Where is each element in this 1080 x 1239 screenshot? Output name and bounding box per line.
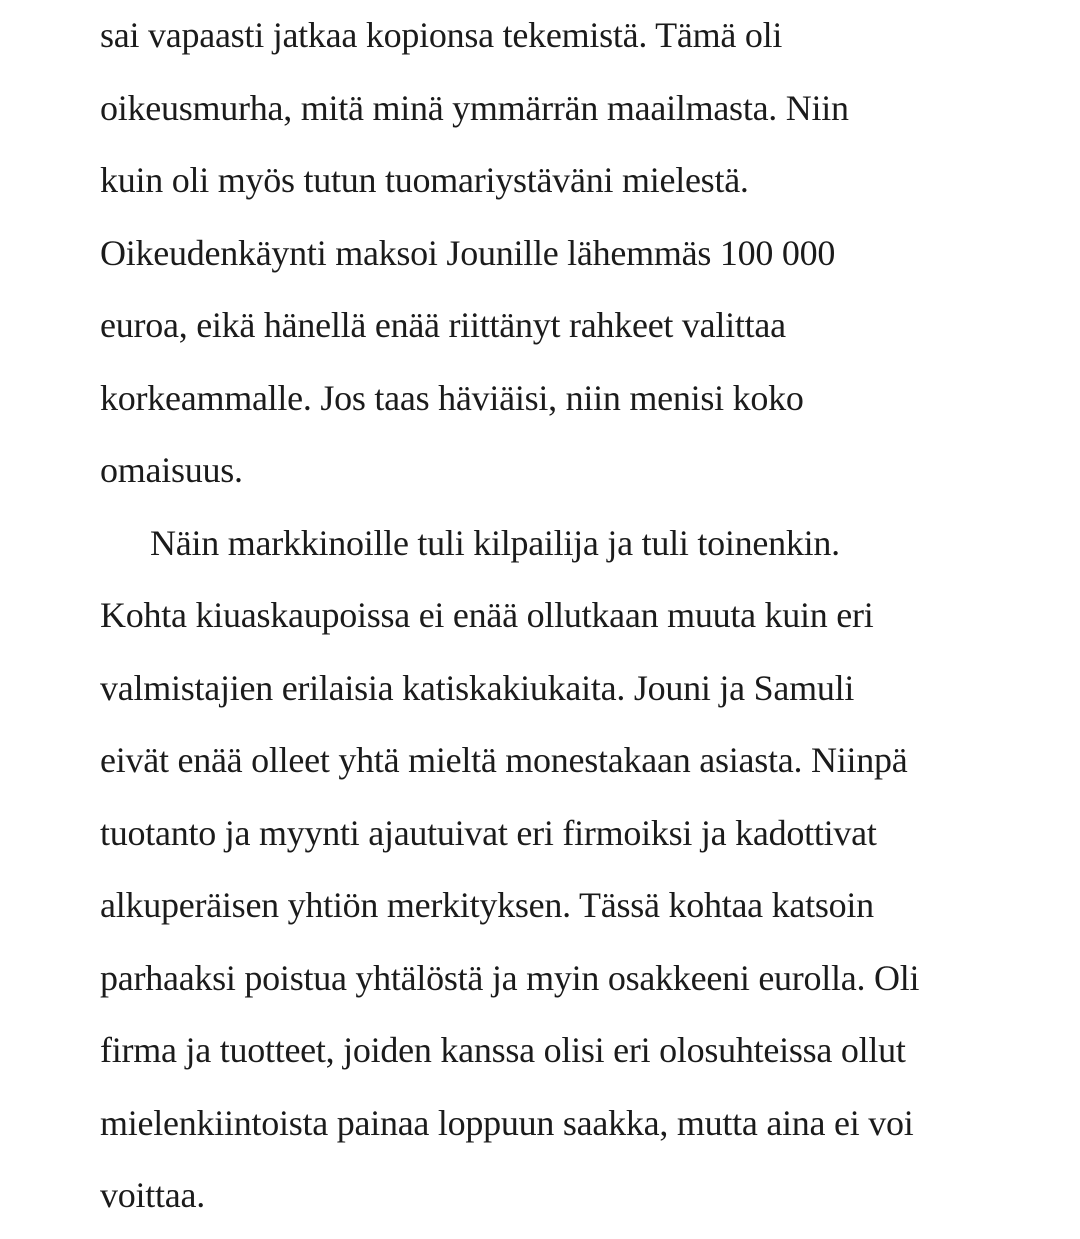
text-line: tuotanto ja myynti ajautuivat eri firmoiksi ja kadottivat — [100, 812, 877, 853]
text-line: Kohta kiuaskaupoissa ei enää ollutkaan muuta kuin eri — [100, 595, 874, 635]
text-line: kuin oli myös tutun tuomariystäväni mielestä. — [100, 160, 749, 200]
text-line: voittaa. — [100, 1175, 205, 1215]
text-line: Näin markkinoille tuli kilpailija ja tuli toinenkin. — [150, 522, 840, 563]
text-line: euroa, eikä hänellä enää riittänyt rahkeet valittaa — [100, 305, 786, 345]
text-line: parhaaksi poistua yhtälöstä ja myin osakkeeni eurolla. Oli — [100, 957, 920, 998]
text-line: oikeusmurha, mitä minä ymmärrän maailmasta. Niin — [100, 87, 849, 128]
text-line: firma ja tuotteet, joiden kanssa olisi eri olosuhteissa ollut — [100, 1030, 906, 1070]
text-line: korkeammalle. Jos taas häviäisi, niin menisi koko — [100, 377, 804, 418]
paragraph-2 — [100, 507, 1060, 1232]
body-text — [100, 0, 1060, 1232]
paragraph-1 — [100, 0, 1060, 507]
text-line: alkuperäisen yhtiön merkityksen. Tässä kohtaa katsoin — [100, 885, 874, 925]
text-line: sai vapaasti jatkaa kopionsa tekemistä. Tämä oli — [100, 15, 783, 55]
text-line: eivät enää olleet yhtä mieltä monestakaan asiasta. Niinpä — [100, 740, 908, 780]
text-line: valmistajien erilaisia katiskakiukaita. Jouni ja Samuli — [100, 667, 855, 708]
text-line: omaisuus. — [100, 450, 243, 490]
text-line: Oikeudenkäynti maksoi Jounille lähemmäs 100 000 — [100, 232, 836, 273]
text-line: mielenkiintoista painaa loppuun saakka, mutta aina ei voi — [100, 1102, 914, 1143]
